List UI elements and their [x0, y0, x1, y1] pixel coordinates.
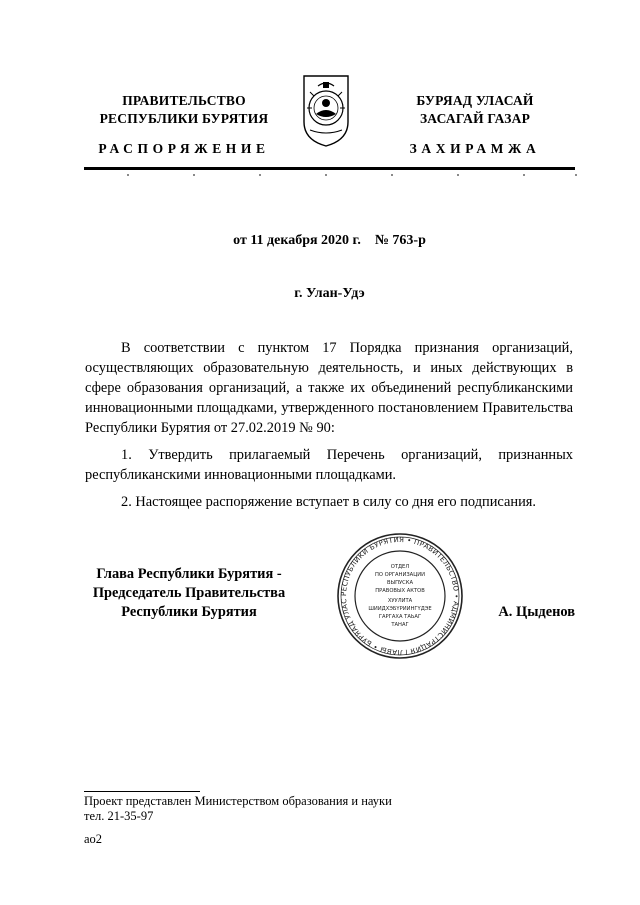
org-name-buryat-line-2: ЗАСАГАЙ ГАЗАР [419, 111, 531, 126]
signatory-name: А. Цыденов [498, 604, 575, 620]
doc-type-russian: РАСПОРЯЖЕНИЕ [98, 141, 270, 156]
signatory-title-line-3: Республики Бурятия [121, 604, 257, 620]
divider-dot [325, 174, 327, 176]
stamp-line: ОТДЕЛ [390, 564, 410, 570]
footer-note-line-1: Проект представлен Министерством образования и науки [84, 794, 392, 808]
divider-dot [193, 174, 195, 176]
org-name-buryat [375, 92, 575, 128]
footer-note-line-2: тел. 21-35-97 [84, 809, 154, 823]
stamp-ring-text: РЕСПУБЛИКИ БУРЯТИЯ • ПРАВИТЕЛЬСТВО • АДМИНИСТРАЦИЯ ГЛАВЫ • БУРЯАД УЛАС [339, 535, 461, 657]
stamp-line: ГАРГАХА ТАЬАГ [378, 614, 422, 620]
body-paragraph-item-2: 2. Настоящее распоряжение вступает в силу со дня его подписания. [121, 494, 536, 510]
body-paragraph-item-1: 1. Утвердить прилагаемый Перечень организаций, признанных республиканскими инновационными площадками. [85, 447, 573, 483]
stamp-line: ТАНАГ [391, 622, 409, 628]
org-name-line-2: РЕСПУБЛИКИ БУРЯТИЯ [99, 111, 269, 126]
divider-dot [391, 174, 393, 176]
org-name-buryat-line-1: БУРЯАД УЛАСАЙ [416, 93, 534, 108]
document-date-number: от 11 декабря 2020 г. № 763-р [233, 233, 426, 248]
org-name-line-1: ПРАВИТЕЛЬСТВО [122, 93, 246, 108]
document-city: г. Улан-Удэ [294, 286, 365, 301]
emblem-icon [296, 70, 356, 150]
divider-dot [457, 174, 459, 176]
divider-dot [259, 174, 261, 176]
stamp-line: ШИИДХЭБҮРИИНГҮДЭЕ [368, 606, 432, 612]
footer-divider [84, 791, 200, 792]
divider-dot [127, 174, 129, 176]
signatory-title-line-2: Председатель Правительства [92, 585, 286, 601]
divider-dot [523, 174, 525, 176]
footer-code: ао2 [84, 832, 103, 846]
doc-type-buryat: ЗАХИРАМЖА [409, 141, 541, 156]
official-stamp [336, 532, 464, 660]
signatory-title [84, 565, 294, 622]
stamp-line: ПРАВОВЫХ АКТОВ [375, 588, 425, 594]
stamp-line: ХУУЛИТА [387, 598, 413, 604]
header-divider [84, 167, 575, 170]
body-paragraph-preamble: В соответствии с пунктом 17 Порядка признания организаций, осуществляющих образовательную деятельность, и иных действующих в сфере образования организаций, а также их объединений республиканскими инновационными площадками, утвержденного постановлением Правительства Республики Бурятия от 27.02.2019 № 90: [85, 340, 573, 436]
stamp-line: ВЫПУСКА [386, 580, 414, 586]
footer-note [84, 794, 484, 824]
signatory-title-line-1: Глава Республики Бурятия - [96, 566, 282, 582]
divider-dot [575, 174, 577, 176]
stamp-line: ПО ОРГАНИЗАЦИИ [374, 572, 426, 578]
org-name-russian [84, 92, 284, 128]
